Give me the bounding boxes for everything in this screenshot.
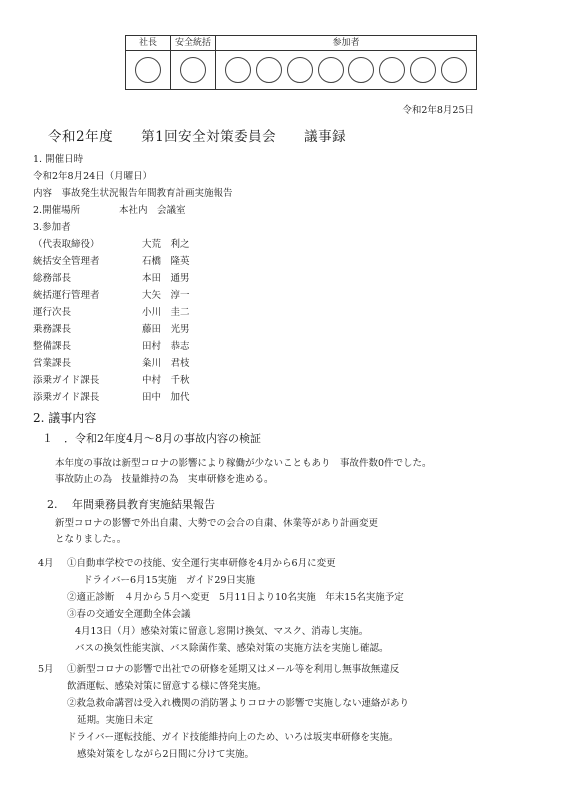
participant-role: 添乗ガイド課長 bbox=[33, 392, 100, 403]
seal-stamp-icon bbox=[180, 57, 206, 83]
participant-role: 整備課長 bbox=[33, 341, 72, 352]
participant-role: 統括安全管理者 bbox=[33, 256, 100, 267]
stamp-header-safety: 安全統括 bbox=[171, 36, 216, 51]
participant-name: 石橋 隆英 bbox=[142, 256, 190, 267]
seal-stamp-icon bbox=[441, 57, 467, 83]
agenda-item2-text: となりました。。 bbox=[55, 534, 127, 545]
participant-role: 営業課長 bbox=[33, 358, 72, 369]
section1-heading: 1. 開催日時 bbox=[33, 154, 84, 165]
participant-name: 藤田 光男 bbox=[142, 324, 190, 335]
seal-stamp-icon bbox=[318, 57, 344, 83]
venue-label: 2.開催場所 bbox=[33, 205, 81, 216]
stamp-header-president: 社長 bbox=[126, 36, 171, 51]
may-line: ②救急救命講習は受入れ機関の消防署よりコロナの影響で実施しない連絡があり bbox=[67, 698, 410, 709]
participants-heading: 3.参加者 bbox=[33, 222, 71, 233]
participant-name: 田村 恭志 bbox=[142, 341, 190, 352]
april-line: 4月13日（月）感染対策に留意し窓開け換気、マスク、消毒し実施。 bbox=[75, 626, 369, 637]
seal-stamp-icon bbox=[348, 57, 374, 83]
seal-stamp-icon bbox=[135, 57, 161, 83]
document-date: 令和2年8月25日 bbox=[402, 105, 474, 116]
agenda-item1-text: 本年度の事故は新型コロナの影響により稼働が少ないこともあり 事故件数0件でした。 bbox=[55, 458, 432, 469]
april-line: バスの換気性能実演、バス除菌作業、感染対策の実施方法を実施し確認。 bbox=[75, 643, 389, 654]
april-line: ②適正診断 ４月から５月へ変更 5月11日より10名実施 年末15名実施予定 bbox=[67, 592, 404, 603]
participant-role: 運行次長 bbox=[33, 307, 72, 318]
may-line: 感染対策をしながら2日間に分けて実施。 bbox=[77, 749, 255, 760]
agenda-heading: 2. 議事内容 bbox=[33, 411, 97, 425]
april-line: ③春の交通安全運動全体会議 bbox=[67, 609, 191, 620]
agenda-item1-text: 事故防止の為 技量維持の為 実車研修を進める。 bbox=[55, 474, 274, 485]
approval-stamp-table bbox=[125, 35, 477, 90]
stamp-header-participants: 参加者 bbox=[216, 36, 477, 51]
may-line: 延期。実施日未定 bbox=[77, 715, 154, 726]
participant-role: （代表取締役） bbox=[33, 239, 100, 250]
participant-name: 田中 加代 bbox=[142, 392, 190, 403]
april-line: ドライバー6月15実施 ガイド29日実施 bbox=[83, 575, 255, 586]
participant-name: 小川 圭二 bbox=[142, 307, 190, 318]
month-label-april: 4月 bbox=[38, 558, 54, 569]
seal-stamp-icon bbox=[256, 57, 282, 83]
month-label-may: 5月 bbox=[38, 664, 54, 675]
meeting-date: 令和2年8月24日（月曜日） bbox=[33, 171, 153, 182]
document-title: 令和2年度 第1回安全対策委員会 議事録 bbox=[48, 129, 347, 145]
april-line: ①自動車学校での技能、安全運行実車研修を4月から6月に変更 bbox=[67, 558, 336, 569]
participant-role: 乗務課長 bbox=[33, 324, 72, 335]
may-line: ドライバー運転技能、ガイド技能維持向上のため、いろは坂実車研修を実施。 bbox=[67, 732, 399, 743]
participant-name: 中村 千秋 bbox=[142, 375, 190, 386]
participant-role: 総務部長 bbox=[33, 273, 72, 284]
participant-name: 大矢 淳一 bbox=[142, 290, 190, 301]
participant-role: 添乗ガイド課長 bbox=[33, 375, 100, 386]
stamp-cell-president bbox=[126, 51, 171, 90]
participant-name: 大荒 利之 bbox=[142, 239, 190, 250]
seal-stamp-icon bbox=[287, 57, 313, 83]
agenda-item2-heading: 2. 年間乗務員教育実施結果報告 bbox=[47, 498, 215, 511]
venue-value: 本社内 会議室 bbox=[119, 205, 186, 216]
may-line: 飲酒運転、感染対策に留意する様に啓発実施。 bbox=[67, 681, 267, 692]
may-line: ①新型コロナの影響で出社での研修を延期又はメール等を利用し無事故無違反 bbox=[67, 664, 400, 675]
agenda-item1-heading: １ ．令和2年度4月～8月の事故内容の検証 bbox=[42, 432, 261, 445]
seal-stamp-icon bbox=[225, 57, 251, 83]
participant-role: 統括運行管理者 bbox=[33, 290, 100, 301]
seal-stamp-icon bbox=[410, 57, 436, 83]
agenda-item2-text: 新型コロナの影響で外出自粛、大勢での会合の自粛、休業等があり計画変更 bbox=[55, 518, 379, 529]
meeting-content: 内容 事故発生状況報告年間教育計画実施報告 bbox=[33, 188, 233, 199]
seal-stamp-icon bbox=[379, 57, 405, 83]
participant-name: 本田 通男 bbox=[142, 273, 190, 284]
stamp-cell-participants bbox=[216, 51, 477, 90]
stamp-cell-safety bbox=[171, 51, 216, 90]
participant-name: 粂川 君枝 bbox=[142, 358, 190, 369]
